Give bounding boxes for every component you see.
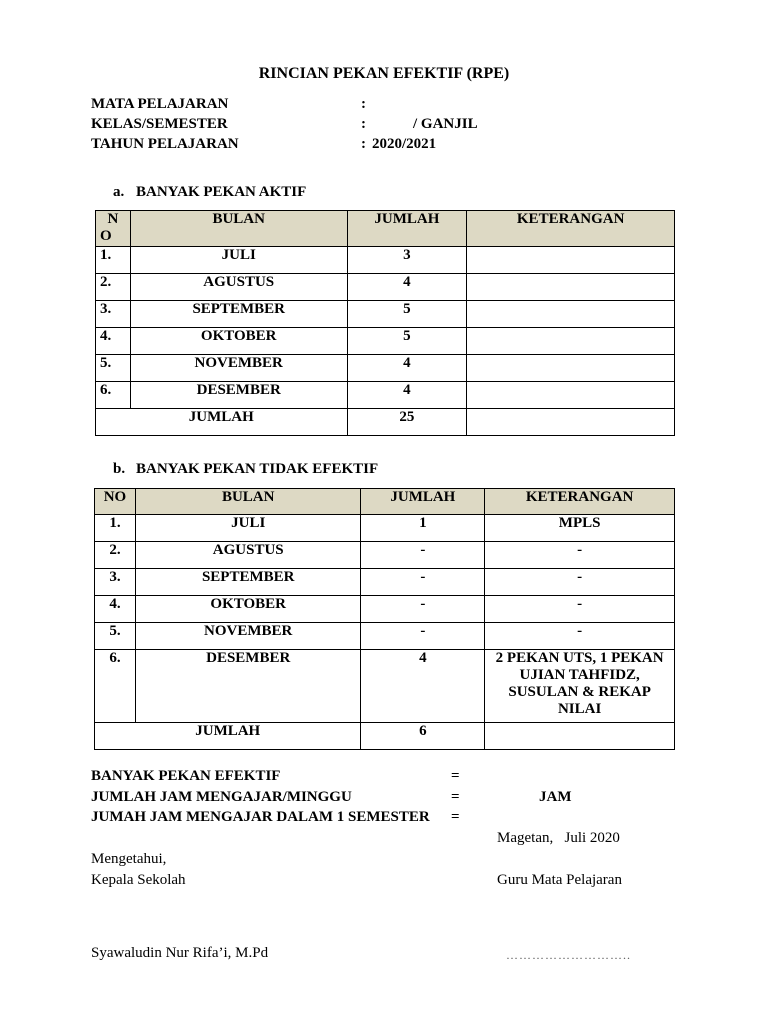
guru-label: Guru Mata Pelajaran	[497, 872, 622, 888]
kepala-sekolah-name: Syawaludin Nur Rifa’i, M.Pd	[91, 945, 269, 961]
cell-jumlah: 4	[347, 274, 467, 301]
cell-jumlah: 1	[361, 515, 485, 542]
table-pekan-aktif	[95, 210, 675, 436]
cell-keterangan: 2 PEKAN UTS, 1 PEKAN UJIAN TAHFIDZ, SUSULAN & REKAP NILAI	[485, 650, 675, 723]
info-colon: :	[361, 136, 366, 152]
cell-no: 5.	[95, 623, 136, 650]
header-no: NO	[95, 489, 136, 515]
header-jumlah: JUMLAH	[347, 211, 467, 247]
info-colon: :	[361, 116, 366, 132]
table-row	[95, 596, 675, 623]
header-keterangan: KETERANGAN	[485, 489, 675, 515]
header-bulan: BULAN	[135, 489, 361, 515]
cell-no: 3.	[95, 569, 136, 596]
summary-label-jam-minggu: JUMLAH JAM MENGAJAR/MINGGU	[91, 789, 352, 805]
table-header-row	[95, 489, 675, 515]
cell-bulan: OKTOBER	[135, 596, 361, 623]
cell-jumlah: 5	[347, 328, 467, 355]
header-no-part1: N	[107, 211, 119, 227]
cell-bulan: DESEMBER	[130, 382, 347, 409]
cell-no: 2.	[95, 542, 136, 569]
table-row	[95, 569, 675, 596]
header-keterangan: KETERANGAN	[467, 211, 675, 247]
table-row	[96, 301, 675, 328]
cell-bulan: NOVEMBER	[130, 355, 347, 382]
summary-value-jam: JAM	[539, 789, 572, 805]
summary-label-pekan-efektif: BANYAK PEKAN EFEKTIF	[91, 768, 281, 784]
cell-jumlah: 3	[347, 247, 467, 274]
table-row	[95, 542, 675, 569]
table-total-row	[96, 409, 675, 436]
document-title: RINCIAN PEKAN EFEKTIF (RPE)	[258, 65, 510, 82]
cell-jumlah: -	[361, 596, 485, 623]
cell-bulan: OKTOBER	[130, 328, 347, 355]
total-label: JUMLAH	[96, 409, 348, 436]
cell-keterangan	[467, 328, 675, 355]
cell-jumlah: 4	[347, 382, 467, 409]
cell-keterangan	[467, 301, 675, 328]
section-a-title: BANYAK PEKAN AKTIF	[136, 184, 307, 200]
table-row	[95, 623, 675, 650]
table-header-row	[96, 211, 675, 247]
summary-eq: =	[451, 789, 460, 805]
mengetahui-label: Mengetahui,	[91, 851, 167, 867]
cell-jumlah: 4	[347, 355, 467, 382]
cell-no: 6.	[96, 382, 131, 409]
cell-keterangan: MPLS	[485, 515, 675, 542]
section-b-marker: b.	[113, 461, 126, 477]
cell-bulan: NOVEMBER	[135, 623, 361, 650]
info-value-tahun: 2020/2021	[372, 136, 437, 152]
header-bulan: BULAN	[130, 211, 347, 247]
header-no	[96, 211, 131, 247]
table-row	[96, 247, 675, 274]
header-no-part2: O	[100, 228, 112, 244]
kepala-sekolah-label: Kepala Sekolah	[91, 872, 186, 888]
info-label-tahun-pelajaran: TAHUN PELAJARAN	[91, 136, 239, 152]
table-row	[96, 328, 675, 355]
cell-no: 3.	[96, 301, 131, 328]
info-label-mata-pelajaran: MATA PELAJARAN	[91, 96, 229, 112]
cell-keterangan	[467, 382, 675, 409]
total-keterangan	[485, 723, 675, 750]
table-row	[95, 650, 675, 723]
table-total-row	[95, 723, 675, 750]
cell-no: 1.	[96, 247, 131, 274]
cell-jumlah: -	[361, 623, 485, 650]
cell-bulan: SEPTEMBER	[135, 569, 361, 596]
total-value: 6	[361, 723, 485, 750]
cell-no: 1.	[95, 515, 136, 542]
cell-jumlah: 4	[361, 650, 485, 723]
total-value: 25	[347, 409, 467, 436]
cell-keterangan: -	[485, 542, 675, 569]
cell-bulan: SEPTEMBER	[130, 301, 347, 328]
cell-no: 5.	[96, 355, 131, 382]
cell-bulan: JULI	[135, 515, 361, 542]
table-row	[96, 382, 675, 409]
table-row	[95, 515, 675, 542]
info-colon: :	[361, 96, 366, 112]
cell-no: 6.	[95, 650, 136, 723]
info-value-semester: / GANJIL	[413, 116, 478, 132]
summary-eq: =	[451, 768, 460, 784]
cell-keterangan: -	[485, 569, 675, 596]
summary-eq: =	[451, 809, 460, 825]
cell-no: 4.	[96, 328, 131, 355]
cell-bulan: AGUSTUS	[135, 542, 361, 569]
summary-label-jam-semester: JUMAH JAM MENGAJAR DALAM 1 SEMESTER	[91, 809, 430, 825]
table-row	[96, 355, 675, 382]
table-pekan-tidak-efektif	[94, 488, 675, 750]
cell-keterangan	[467, 247, 675, 274]
cell-keterangan: -	[485, 623, 675, 650]
table-row	[96, 274, 675, 301]
section-b-title: BANYAK PEKAN TIDAK EFEKTIF	[136, 461, 379, 477]
cell-no: 2.	[96, 274, 131, 301]
cell-no: 4.	[95, 596, 136, 623]
cell-jumlah: -	[361, 542, 485, 569]
section-a-marker: a.	[113, 184, 125, 200]
cell-bulan: DESEMBER	[135, 650, 361, 723]
cell-jumlah: 5	[347, 301, 467, 328]
total-keterangan	[467, 409, 675, 436]
cell-keterangan	[467, 355, 675, 382]
info-label-kelas-semester: KELAS/SEMESTER	[91, 116, 228, 132]
cell-bulan: AGUSTUS	[130, 274, 347, 301]
header-jumlah: JUMLAH	[361, 489, 485, 515]
cell-bulan: JULI	[130, 247, 347, 274]
total-label: JUMLAH	[95, 723, 361, 750]
cell-jumlah: -	[361, 569, 485, 596]
guru-name-placeholder: ………………………..	[506, 948, 631, 962]
place-date: Magetan, Juli 2020	[497, 830, 620, 846]
cell-keterangan: -	[485, 596, 675, 623]
cell-keterangan	[467, 274, 675, 301]
